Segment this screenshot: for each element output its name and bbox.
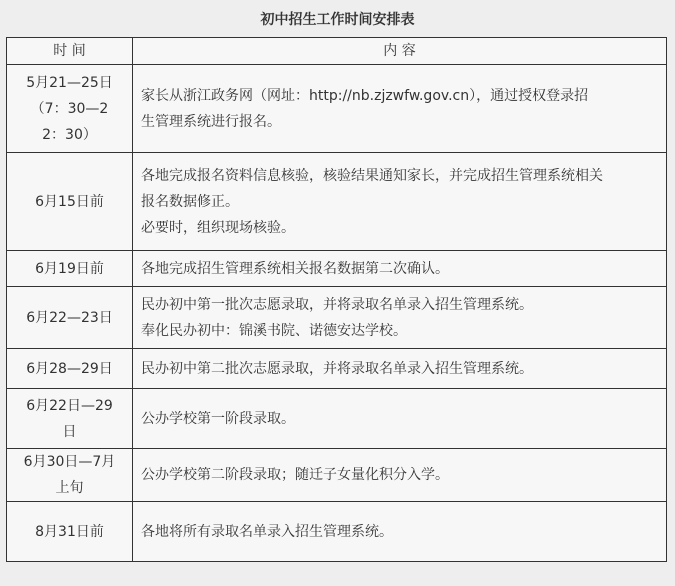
table-body	[7, 65, 667, 562]
time-cell	[7, 153, 133, 251]
time-text: 日	[62, 423, 77, 440]
time-cell	[7, 251, 133, 287]
time-text: 6月22日—29	[26, 397, 113, 414]
time-text: （7：30—2	[30, 100, 109, 117]
content-text: 公办学校第二阶段录取；随迁子女量化积分入学。	[141, 467, 449, 483]
time-text: 6月19日前	[35, 260, 104, 277]
content-cell	[133, 251, 667, 287]
header-content: 内 容	[133, 38, 667, 65]
time-cell	[7, 449, 133, 502]
time-text: 6月15日前	[35, 193, 104, 210]
content-cell	[133, 153, 667, 251]
time-cell	[7, 349, 133, 389]
header-time: 时 间	[7, 38, 133, 65]
time-cell	[7, 389, 133, 449]
content-cell	[133, 65, 667, 153]
time-text: 6月30日—7月	[23, 454, 116, 470]
page-title: 初中招生工作时间安排表	[260, 12, 415, 28]
table-row	[7, 349, 667, 389]
table-row	[7, 65, 667, 153]
time-text: 上旬	[55, 480, 84, 496]
time-cell	[7, 502, 133, 562]
table-row	[7, 251, 667, 287]
table-row	[7, 153, 667, 251]
table-header-row	[7, 38, 667, 65]
time-text: 2：30）	[42, 126, 97, 143]
time-cell	[7, 287, 133, 349]
time-text: 5月21—25日	[26, 74, 113, 91]
table-row	[7, 449, 667, 502]
content-cell	[133, 449, 667, 502]
content-cell	[133, 502, 667, 562]
content-text: 奉化民办初中：锦溪书院、诺德安达学校。	[141, 322, 407, 339]
content-text: 各地完成招生管理系统相关报名数据第二次确认。	[141, 260, 449, 277]
content-text: 民办初中第一批次志愿录取，并将录取名单录入招生管理系统。	[141, 296, 533, 313]
content-text: 民办初中第二批次志愿录取，并将录取名单录入招生管理系统。	[141, 360, 533, 377]
table-row	[7, 287, 667, 349]
content-text: 公办学校第一阶段录取。	[141, 410, 295, 427]
time-text: 8月31日前	[35, 523, 104, 540]
schedule-table	[6, 37, 667, 562]
table-row	[7, 502, 667, 562]
content-text: 报名数据修正。	[141, 193, 239, 210]
content-text: 各地将所有录取名单录入招生管理系统。	[141, 523, 393, 540]
table-row	[7, 389, 667, 449]
content-cell	[133, 287, 667, 349]
content-text: 必要时，组织现场核验。	[141, 219, 295, 236]
time-cell	[7, 65, 133, 153]
content-text: 各地完成报名资料信息核验，核验结果通知家长，并完成招生管理系统相关	[141, 167, 603, 184]
time-text: 6月22—23日	[26, 309, 113, 326]
content-cell	[133, 349, 667, 389]
content-text: 生管理系统进行报名。	[141, 113, 281, 130]
time-text: 6月28—29日	[26, 360, 113, 377]
content-text: 家长从浙江政务网（网址：http://nb.zjzwfw.gov.cn），通过授权登录招	[141, 87, 589, 104]
content-cell	[133, 389, 667, 449]
